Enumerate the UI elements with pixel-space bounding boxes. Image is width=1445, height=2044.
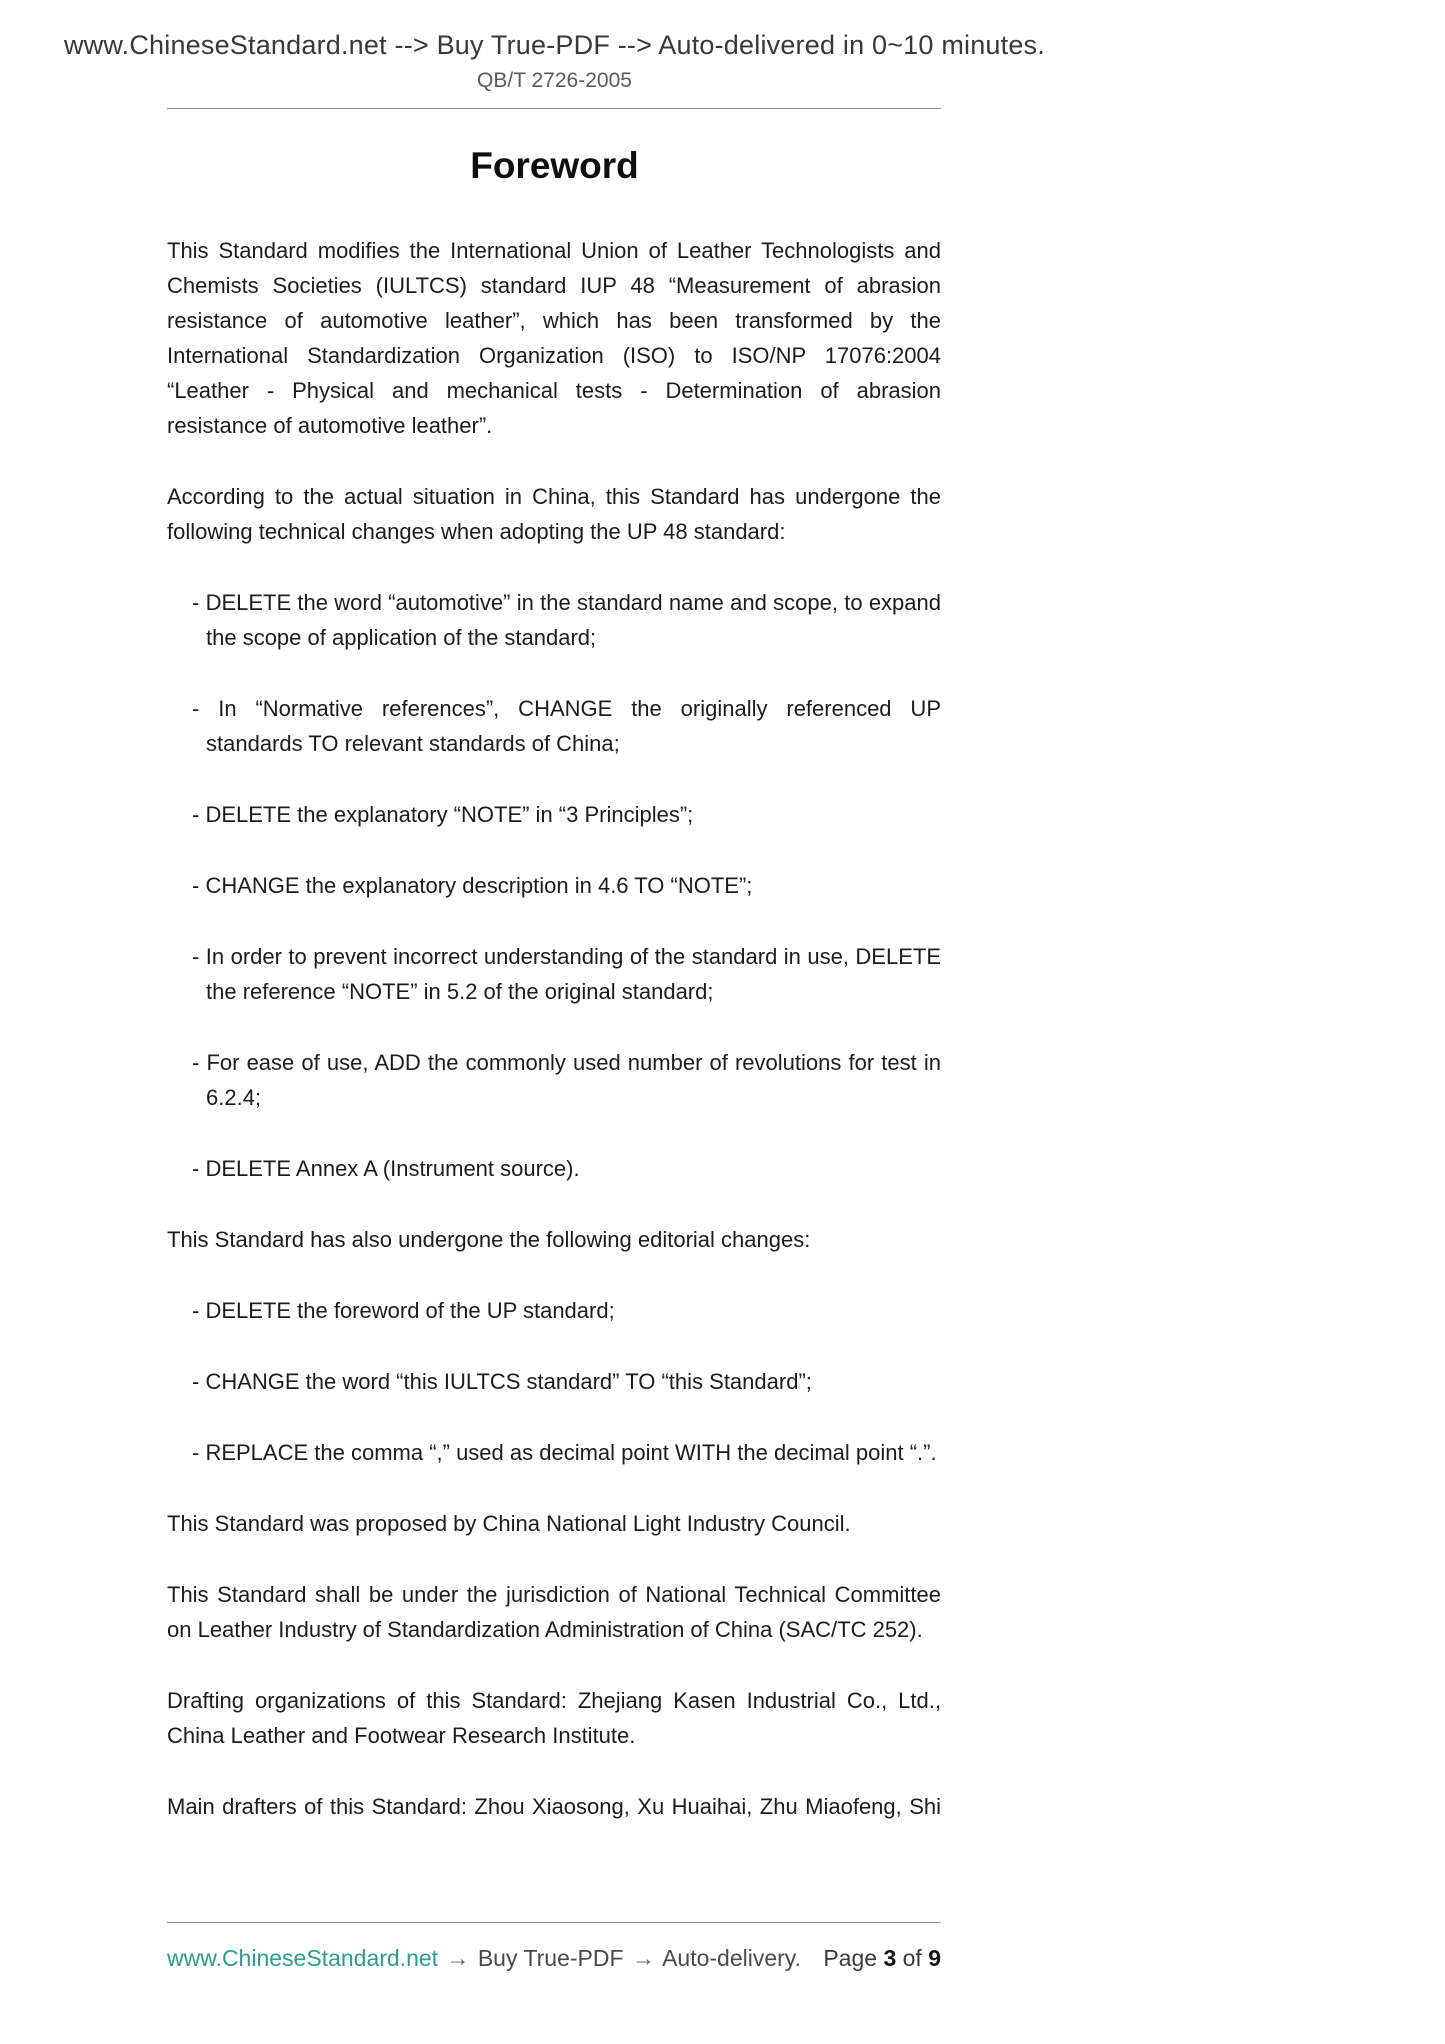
list-item: - DELETE Annex A (Instrument source). <box>192 1156 580 1181</box>
paragraph: Main drafters of this Standard: Zhou Xiaosong, Xu Huaihai, Zhu Miaofeng, Shi <box>167 1794 941 1819</box>
right-arrow-icon: → <box>446 1945 470 1971</box>
doc-code: QB/T 2726-2005 <box>477 69 632 92</box>
page-number: 3 <box>883 1945 897 1971</box>
list-item: - REPLACE the comma “,” used as decimal point WITH the decimal point “.”. <box>192 1440 937 1465</box>
paragraph: According to the actual situation in China, this Standard has undergone the following technical changes when adopting the UP 48 standard: <box>167 484 941 544</box>
list-item: - DELETE the explanatory “NOTE” in “3 Principles”; <box>192 802 694 827</box>
list-item: - In order to prevent incorrect understanding of the standard in use, DELETE the reference “NOTE” in 5.2 of the original standard; <box>192 944 941 1004</box>
footer-divider <box>167 1922 941 1923</box>
footer-delivery-label: Auto-delivery. <box>662 1945 801 1971</box>
footer-left <box>167 1945 801 1972</box>
right-arrow-icon: → <box>631 1945 655 1971</box>
page-indicator <box>823 1945 941 1972</box>
paragraph: Drafting organizations of this Standard: Zhejiang Kasen Industrial Co., Ltd., China Leather and Footwear Research Institute. <box>167 1688 941 1748</box>
page-footer <box>0 1922 1445 1972</box>
site-link[interactable]: www.ChineseStandard.net <box>167 1945 439 1971</box>
list-item: - DELETE the foreword of the UP standard; <box>192 1298 615 1323</box>
list-item: - CHANGE the word “this IULTCS standard” TO “this Standard”; <box>192 1369 812 1394</box>
list-item: - CHANGE the explanatory description in 4.6 TO “NOTE”; <box>192 873 753 898</box>
paragraph: This Standard has also undergone the following editorial changes: <box>167 1227 811 1252</box>
list-item: - For ease of use, ADD the commonly used number of revolutions for test in 6.2.4; <box>192 1050 941 1110</box>
list-item: - In “Normative references”, CHANGE the originally referenced UP standards TO relevant standards of China; <box>192 696 941 756</box>
paragraph: This Standard was proposed by China National Light Industry Council. <box>167 1511 851 1536</box>
of-word: of <box>902 1945 922 1971</box>
document-body <box>167 233 941 1860</box>
page-header <box>0 30 1445 109</box>
list-item: - DELETE the word “automotive” in the standard name and scope, to expand the scope of application of the standard; <box>192 590 941 650</box>
page-total: 9 <box>928 1945 941 1971</box>
paragraph: This Standard shall be under the jurisdiction of National Technical Committee on Leather Industry of Standardization Administration of China (SAC/TC 252). <box>167 1582 941 1642</box>
page-title: Foreword <box>470 145 639 186</box>
page-word: Page <box>823 1945 878 1971</box>
footer-product-label: Buy True-PDF <box>477 1945 624 1971</box>
site-banner: www.ChineseStandard.net --> Buy True-PDF --> Auto-delivered in 0~10 minutes. <box>64 30 1045 60</box>
paragraph: This Standard modifies the International Union of Leather Technologists and Chemists Societies (IULTCS) standard IUP 48 “Measurement of abrasion resistance of automotive leather”, which has been transformed by the International Standardization Organization (ISO) to ISO/NP 17076:2004 “Leather - Physical and mechanical tests - Determination of abrasion resistance of automotive leather”. <box>167 238 941 438</box>
